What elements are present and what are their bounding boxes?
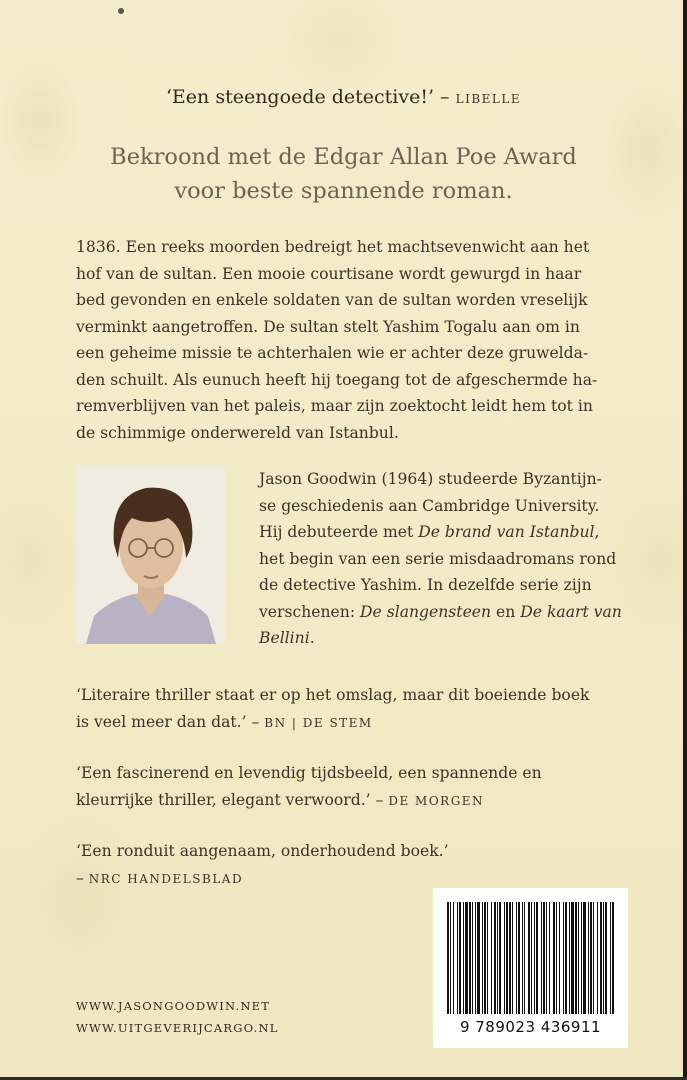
review-line	[76, 709, 656, 737]
review-line	[76, 787, 656, 815]
review-source: NRC HANDELSBLAD	[88, 871, 244, 886]
review-quote	[76, 838, 656, 892]
publisher-website[interactable]: WWW.UITGEVERIJCARGO.NL	[76, 1021, 279, 1035]
review-line: ‘Een fascinerend en levendig tijdsbeeld, een spannende en	[76, 764, 542, 782]
review-text: is veel meer dan dat.’ –	[76, 712, 265, 731]
bio-text: ,	[594, 523, 600, 541]
review-line: ‘Een ronduit aangenaam, onderhoudend boek.’	[76, 842, 449, 860]
author-portrait-illustration	[76, 466, 225, 644]
bio-line: de detective Yashim. In dezelfde serie zijn	[259, 576, 592, 594]
synopsis-line: bed gevonden en enkele soldaten van de sultan worden vreselijk	[76, 291, 588, 309]
synopsis	[76, 234, 636, 446]
synopsis-line: hof van de sultan. Een mooie courtisane wordt gewurgd in haar	[76, 264, 582, 283]
cover-edge	[683, 0, 687, 1080]
top-quote-text: ‘Een steengoede detective!’ –	[165, 86, 456, 108]
bio-line	[259, 599, 649, 626]
barcode-panel	[433, 888, 628, 1048]
review-source: BN | DE STEM	[264, 715, 373, 730]
bio-line: se geschiedenis aan Cambridge University.	[259, 496, 600, 515]
corner-mark	[118, 8, 124, 14]
award-line-1: Bekroond met de Edgar Allan Poe Award	[110, 144, 577, 170]
review-line: ‘Literaire thriller staat er op het omslag, maar dit boeiende boek	[76, 686, 590, 704]
website-links	[76, 995, 279, 1039]
top-quote	[0, 86, 687, 108]
review-source: DE MORGEN	[388, 793, 485, 808]
award-line-2: voor beste spannende roman.	[174, 178, 513, 204]
bio-line	[259, 625, 649, 652]
synopsis-line: remverblijven van het paleis, maar zijn zoektocht leidt hem tot in	[76, 397, 593, 415]
book-title: Bellini	[259, 629, 310, 647]
review-text: kleurrijke thriller, elegant verwoord.’ –	[76, 790, 389, 809]
bio-line: het begin van een serie misdaadromans rond	[259, 549, 617, 568]
award-statement	[0, 140, 687, 208]
review-text: –	[76, 868, 89, 887]
synopsis-line: 1836. Een reeks moorden bedreigt het machtsevenwicht aan het	[76, 238, 590, 256]
bio-text: Hij debuteerde met	[259, 523, 419, 541]
author-website[interactable]: WWW.JASONGOODWIN.NET	[76, 999, 271, 1013]
book-title: De kaart van	[520, 602, 622, 621]
bio-text: verschenen:	[259, 602, 361, 621]
synopsis-line: den schuilt. Als eunuch heeft hij toegang tot de afgeschermde ha-	[76, 370, 598, 389]
bio-line	[259, 519, 649, 546]
synopsis-line: de schimmige onderwereld van Istanbul.	[76, 423, 399, 442]
bio-text: .	[309, 629, 315, 647]
author-bio	[259, 466, 649, 652]
bio-line: Jason Goodwin (1964) studeerde Byzantijn-	[259, 470, 602, 488]
book-title: De brand van Istanbul	[418, 523, 595, 541]
synopsis-line: verminkt aangetroffen. De sultan stelt Yashim Togalu aan om in	[76, 317, 580, 336]
book-title: De slangensteen	[360, 602, 492, 621]
review-quote	[76, 760, 656, 814]
review-quote	[76, 682, 656, 736]
barcode-icon	[443, 902, 618, 1014]
synopsis-line: een geheime missie te achterhalen wie er achter deze gruwelda-	[76, 344, 589, 362]
author-photo	[76, 466, 225, 644]
bio-text: en	[491, 602, 521, 621]
isbn-number: 9 789023 436911	[459, 1018, 602, 1036]
top-quote-source: LIBELLE	[455, 92, 522, 106]
